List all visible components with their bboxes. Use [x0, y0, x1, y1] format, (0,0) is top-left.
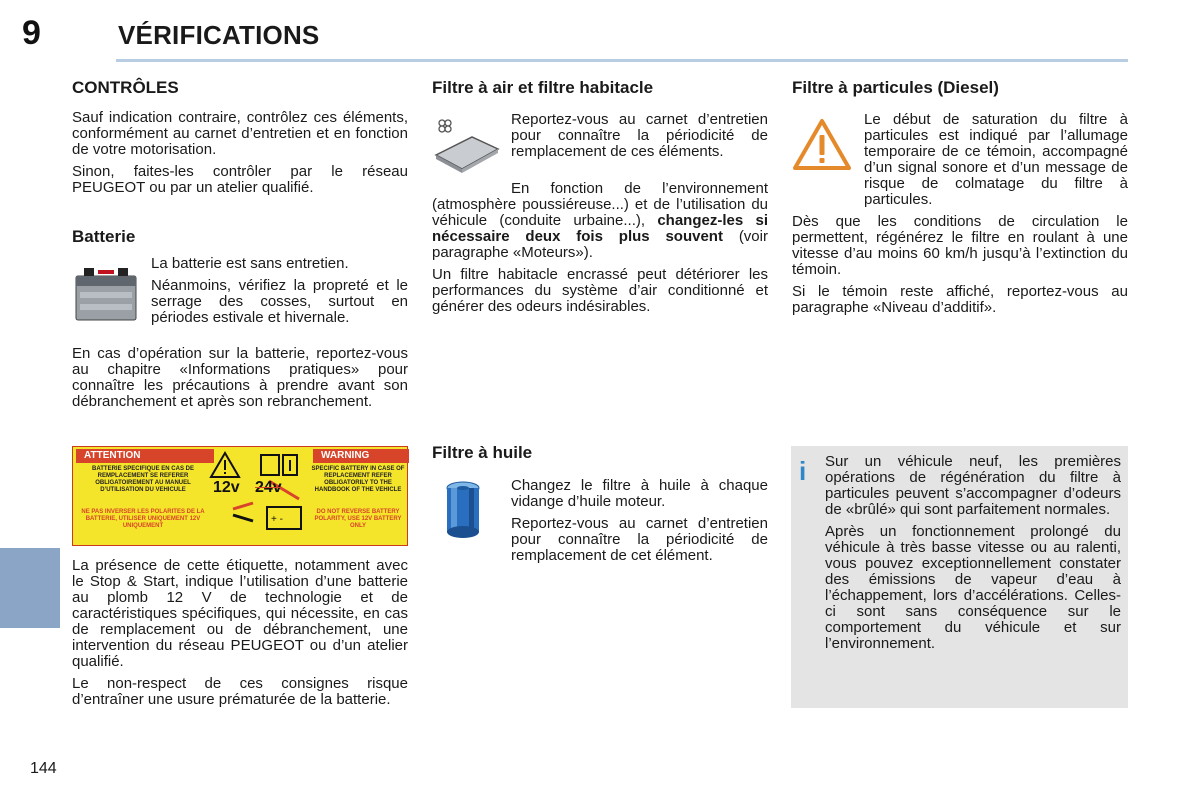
after-label-p1: La présence de cette étiquette, notamment avec le Stop & Start, indique l’utilisation d’une batterie au plomb 12 V de technologie et de caractéristiques spécifiques, qui nécessite, en cas de remplacement ou de débranchement, une intervention du réseau PEUGEOT ou d’un atelier qualifié.: [72, 557, 408, 670]
after-label-text: [72, 558, 408, 708]
chapter-title: VÉRIFICATIONS: [118, 20, 320, 50]
label-fr-red: NE PAS INVERSER LES POLARITES DE LA BATTERIE, UTILISER UNIQUEMENT 12V UNIQUEMENT: [81, 509, 205, 529]
particle-filter-text: [792, 112, 1128, 316]
heading-oil-filter: Filtre à huile: [432, 443, 533, 462]
particle-filter-p2: Dès que les conditions de circulation le permettent, régénérez le filtre en roulant à une vitesse d’au moins 60 km/h jusqu’à l’extinction du témoin.: [792, 213, 1128, 278]
battery-icon: [72, 262, 142, 329]
svg-text:+ -: + -: [271, 514, 283, 525]
info-box-text: [825, 454, 1121, 652]
particle-filter-p3: Si le témoin reste affiché, reportez-vous au paragraphe «Niveau d’additif».: [792, 283, 1128, 316]
label-12v: 12v: [213, 479, 240, 496]
air-filter-p2c: (voir paragraphe «Moteurs»).: [432, 228, 768, 261]
label-24v: 24v: [255, 479, 282, 496]
air-filter-p2: [432, 181, 768, 261]
page-number: 144: [30, 760, 57, 777]
controles-intro-p1: Sauf indication contraire, contrôlez ces éléments, conformément au carnet d’entretien et en fonction de votre motorisation.: [72, 109, 408, 158]
battery-warning-label: [72, 446, 408, 546]
battery-text-right: [151, 256, 408, 326]
label-en-text: SPECIFIC BATTERY IN CASE OF REPLACEMENT REFER OBLIGATORILY TO THE HANDBOOK OF THE VEHICLE: [311, 466, 405, 493]
air-filter-p2-bold: changez-les si nécessaire deux fois plus souvent: [432, 212, 768, 245]
air-filter-p2a: En fonction de l’environnement (atmosphère poussiéreuse...) et de l’utilisation du véhicule (conduite urbaine...),: [432, 180, 768, 229]
label-warning: WARNING: [313, 449, 409, 463]
air-filter-p1: Reportez-vous au carnet d’entretien pour connaître la périodicité de remplacement de ces éléments.: [511, 111, 768, 160]
oil-filter-p1: Changez le filtre à huile à chaque vidange d’huile moteur.: [511, 477, 768, 510]
heading-batterie: Batterie: [72, 227, 136, 246]
chapter-side-tab: [0, 548, 60, 628]
label-attention: ATTENTION: [76, 449, 214, 463]
air-filter-text-full: [432, 181, 768, 315]
info-icon: i: [799, 456, 807, 486]
header-rule: [116, 59, 1128, 62]
triangle-float-spacer: [792, 112, 864, 194]
controles-intro: [72, 110, 408, 196]
label-en-red: DO NOT REVERSE BATTERY POLARITY, USE 12V BATTERY ONLY: [314, 509, 402, 529]
air-filter-text-right: [511, 112, 768, 160]
chapter-number: 9: [22, 14, 41, 52]
label-fr-text: BATTERIE SPECIFIQUE EN CAS DE REMPLACEMENT SE REFERER OBLIGATOIREMENT AU MANUEL D’UTILISATION DU VEHICULE: [92, 466, 194, 493]
info-p1: Sur un véhicule neuf, les premières opérations de régénération du filtre à particules peuvent s’accompagner d’odeurs de «brûlé» qui sont parfaitement normales.: [825, 453, 1121, 518]
section-title-controles: CONTRÔLES: [72, 78, 179, 97]
heading-particle-filter: Filtre à particules (Diesel): [792, 78, 999, 97]
info-p2: Après un fonctionnement prolongé du véhicule à très basse vitesse ou au ralenti, vous pouvez exceptionnellement constater des émissions de vapeur d’eau à l’échappement, lors d’accélérations. Celles-ci sont sans conséquence sur le comportement du véhicule et sur l’environnement.: [825, 523, 1121, 652]
battery-text-full: [72, 346, 408, 410]
oil-filter-p2: Reportez-vous au carnet d’entretien pour connaître la périodicité de remplacement de cet élément.: [511, 515, 768, 564]
air-filter-icon: [432, 115, 500, 180]
battery-p2: Néanmoins, vérifiez la propreté et le serrage des cosses, surtout en périodes estivale et hivernale.: [151, 277, 408, 326]
particle-filter-p1: Le début de saturation du filtre à particules est indiqué par l’allumage temporaire de ce témoin, accompagné d’un signal sonore et d’un message de risque de colmatage du filtre à particules.: [864, 111, 1128, 208]
oil-filter-text: [511, 478, 768, 564]
after-label-p2: Le non-respect de ces consignes risque d’entraîner une usure prématurée de la batterie.: [72, 675, 408, 708]
air-filter-p3: Un filtre habitacle encrassé peut détériorer les performances du système d’air conditionné et générer des odeurs indésirables.: [432, 266, 768, 315]
battery-p1: La batterie est sans entretien.: [151, 255, 349, 272]
oil-filter-icon: [441, 480, 485, 547]
battery-p3: En cas d’opération sur la batterie, reportez-vous au chapitre «Informations pratiques» pour connaître les précautions à prendre avant son débranchement et après son rebranchement.: [72, 345, 408, 410]
controles-intro-p2: Sinon, faites-les contrôler par le réseau PEUGEOT ou par un atelier qualifié.: [72, 163, 408, 196]
info-box: [791, 446, 1128, 708]
heading-air-filter: Filtre à air et filtre habitacle: [432, 78, 654, 97]
